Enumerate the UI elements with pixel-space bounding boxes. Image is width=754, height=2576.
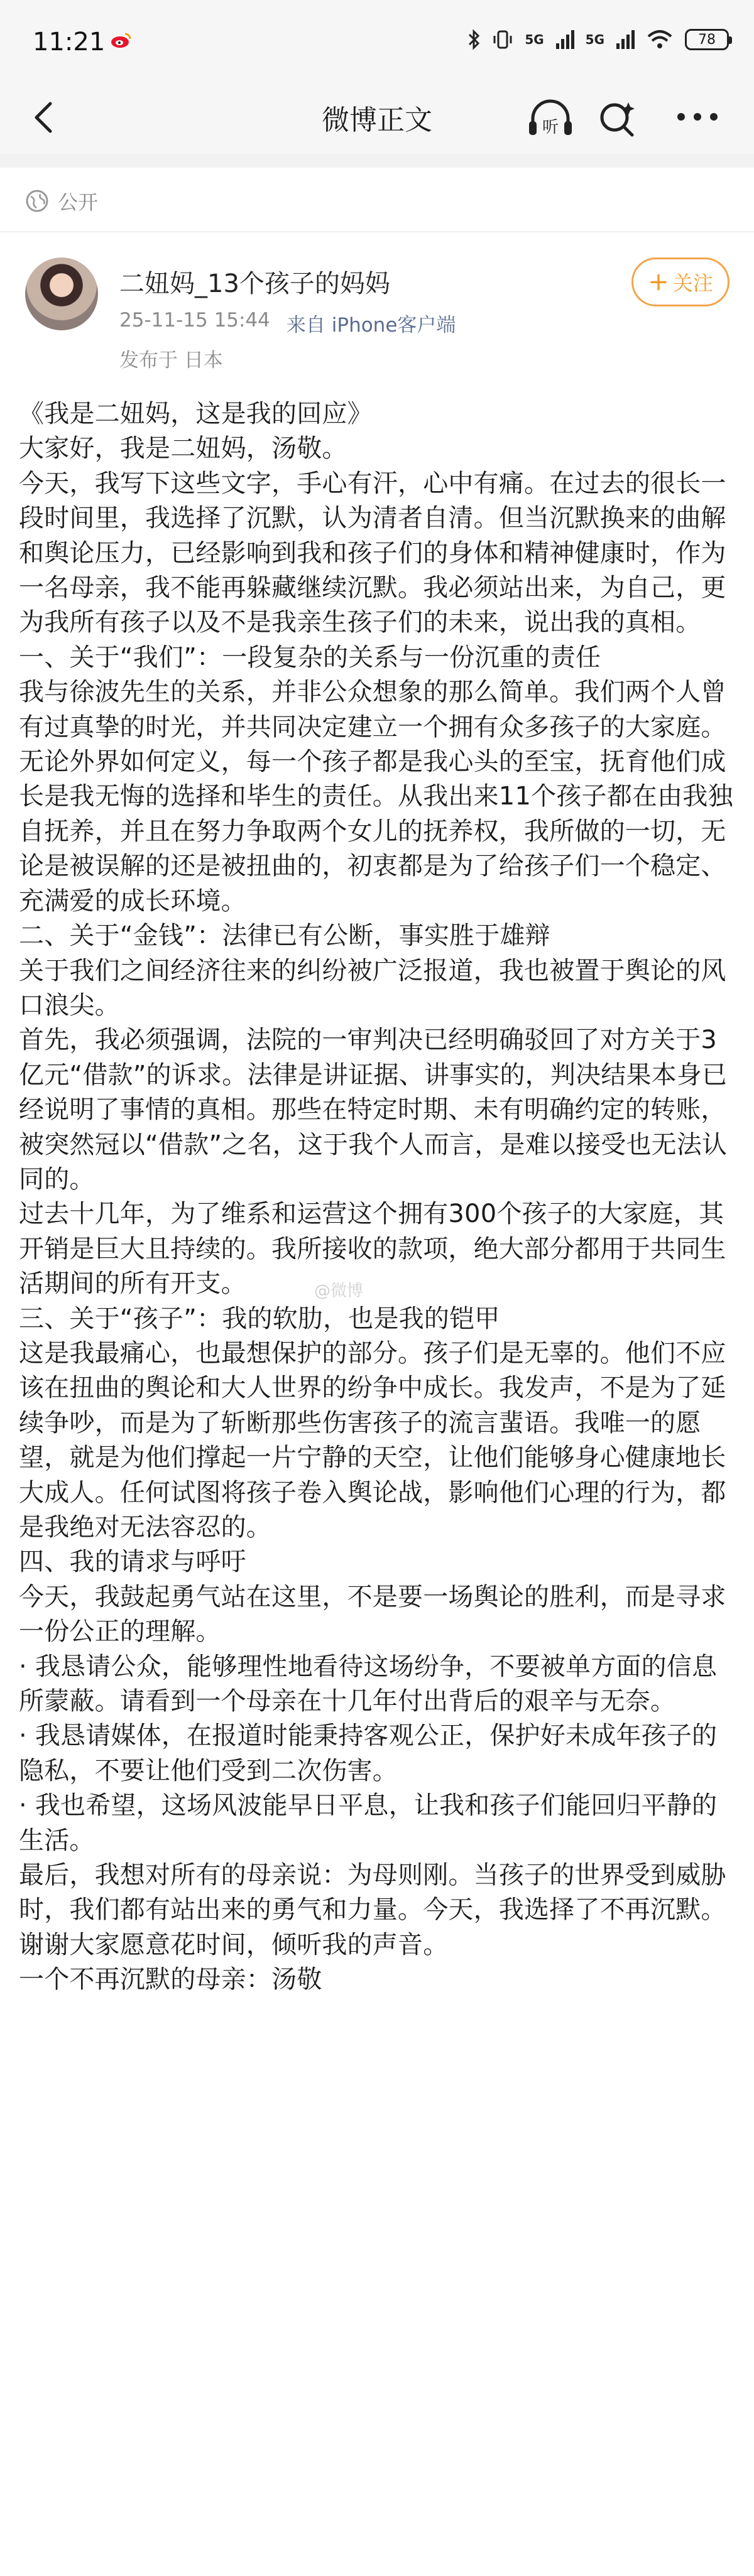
wifi-icon (646, 29, 674, 50)
article-paragraph: 关于我们之间经济往来的纠纷被广泛报道，我也被置于舆论的风口浪尖。 (19, 956, 726, 1020)
status-bar (0, 0, 754, 85)
signal-icon (555, 30, 574, 50)
article-paragraph: 今天，我写下这些文字，手心有汗，心中有痛。在过去的很长一段时间里，我选择了沉默，认为清者自清。但当沉默换来的曲解和舆论压力，已经影响到我和孩子们的身体和精神健康时，作为一名母亲，我不能再躲藏继续沉默。我必须站出来，为自己，更为我所有孩子以及不是我亲生孩子们的未来，说出我的真相。 (19, 468, 726, 637)
article-paragraph: 二、关于“金钱”：法律已有公断，事实胜于雄辩 (19, 921, 550, 951)
article-paragraph: · 我恳请媒体，在报道时能秉持客观公正，保护好未成年孩子的隐私，不要让他们受到二次伤害。 (19, 1721, 718, 1785)
article-paragraph: · 我恳请公众，能够理性地看待这场纷争，不要被单方面的信息所蒙蔽。请看到一个母亲在十几年付出背后的艰辛与无奈。 (19, 1652, 718, 1716)
divider (0, 231, 754, 232)
post-location: 发布于 日本 (119, 349, 223, 372)
post-meta (119, 309, 456, 337)
network-type-1: 5G (525, 32, 544, 47)
post-body (19, 397, 735, 1998)
article-paragraph: 这是我最痛心，也最想保护的部分。孩子们是无辜的。他们不应该在扭曲的舆论和大人世界的纷争中成长。我发声，不是为了延续争吵，而是为了斩断那些伤害孩子的流言蜚语。我唯一的愿望，就是为他们撑起一片宁静的天空，让他们能够身心健康地长大成人。任何试图将孩子卷入舆论战，影响他们心理的行为，都是我绝对无法容忍的。 (19, 1338, 726, 1542)
follow-label: 关注 (672, 271, 713, 295)
article-paragraph: 我与徐波先生的关系，并非公众想象的那么简单。我们两个人曾有过真挚的时光，并共同决定建立一个拥有众多孩子的大家庭。无论外界如何定义，每一个孩子都是我心头的至宝，抚育他们成长是我无悔的选择和毕生的责任。从我出来11个孩子都在由我独自抚养，并且在努力争取两个女儿的抚养权，我所做的一切，无论是被误解的还是被扭曲的，初衷都是为了给孩子们一个稳定、充满爱的成长环境。 (19, 678, 733, 916)
article-paragraph: 《我是二妞妈，这是我的回应》 (19, 399, 373, 428)
author-name[interactable]: 二妞妈_13个孩子的妈妈 (119, 269, 390, 298)
signal-icon-2 (616, 30, 635, 50)
status-icons (467, 24, 729, 55)
article-paragraph: · 我也希望，这场风波能早日平息，让我和孩子们能回归平静的生活。 (19, 1791, 718, 1855)
article-paragraph: 谢谢大家愿意花时间，倾听我的声音。 (19, 1930, 449, 1959)
visibility-indicator (25, 185, 98, 217)
article-paragraph: 首先，我必须强调，法院的一审判决已经明确驳回了对方关于3亿元“借款”的诉求。法律是讲证据、讲事实的，判决结果本身已经说明了事情的真相。那些在特定时期、未有明确约定的转账，被突然冠以“借款”之名，这于我个人而言，是难以接受也无法认同的。 (19, 1026, 728, 1194)
section-separator (0, 154, 754, 168)
article-paragraph: 一个不再沉默的母亲：汤敬 (19, 1965, 322, 1994)
globe-icon (25, 189, 49, 213)
network-type-2: 5G (585, 32, 604, 47)
plus-icon: + (648, 268, 669, 296)
vibrate-icon (492, 29, 513, 50)
listen-icon[interactable] (527, 96, 574, 140)
article-paragraph: 四、我的请求与呼吁 (19, 1547, 246, 1577)
article-paragraph: 大家好，我是二妞妈，汤敬。 (19, 434, 347, 463)
bluetooth-icon (467, 29, 481, 50)
more-options-icon[interactable] (672, 101, 723, 133)
battery-level: 78 (698, 31, 716, 48)
post-time: 25-11-15 15:44 (119, 309, 270, 332)
article-paragraph: 一、关于“我们”：一段复杂的关系与一份沉重的责任 (19, 642, 601, 672)
listen-label: 听 (542, 118, 559, 137)
weibo-notification-icon (110, 31, 133, 49)
avatar[interactable] (25, 257, 98, 330)
page-title: 微博正文 (322, 104, 432, 136)
article-paragraph: 今天，我鼓起勇气站在这里，不是要一场舆论的胜利，而是寻求一份公正的理解。 (19, 1582, 726, 1647)
status-time: 11:21 (33, 28, 106, 57)
follow-button[interactable] (631, 257, 729, 306)
top-nav-bar (0, 85, 754, 154)
battery-icon (685, 29, 729, 50)
image-watermark: @微博 (314, 1282, 364, 1301)
article-paragraph: 过去十几年，为了维系和运营这个拥有300个孩子的大家庭，其开销是巨大且持续的。我所接收的款项，绝大部分都用于共同生活期间的所有开支。 (19, 1199, 726, 1299)
post-source: 来自 iPhone客户端 (286, 314, 456, 337)
visibility-label: 公开 (58, 190, 99, 214)
search-icon[interactable] (596, 99, 640, 139)
article-paragraph: 三、关于“孩子”：我的软肋，也是我的铠甲 (19, 1304, 500, 1333)
article-paragraph: 最后，我想对所有的母亲说：为母则刚。当孩子的世界受到威胁时，我们都有站出来的勇气和力量。今天，我选择了不再沉默。 (19, 1861, 726, 1925)
